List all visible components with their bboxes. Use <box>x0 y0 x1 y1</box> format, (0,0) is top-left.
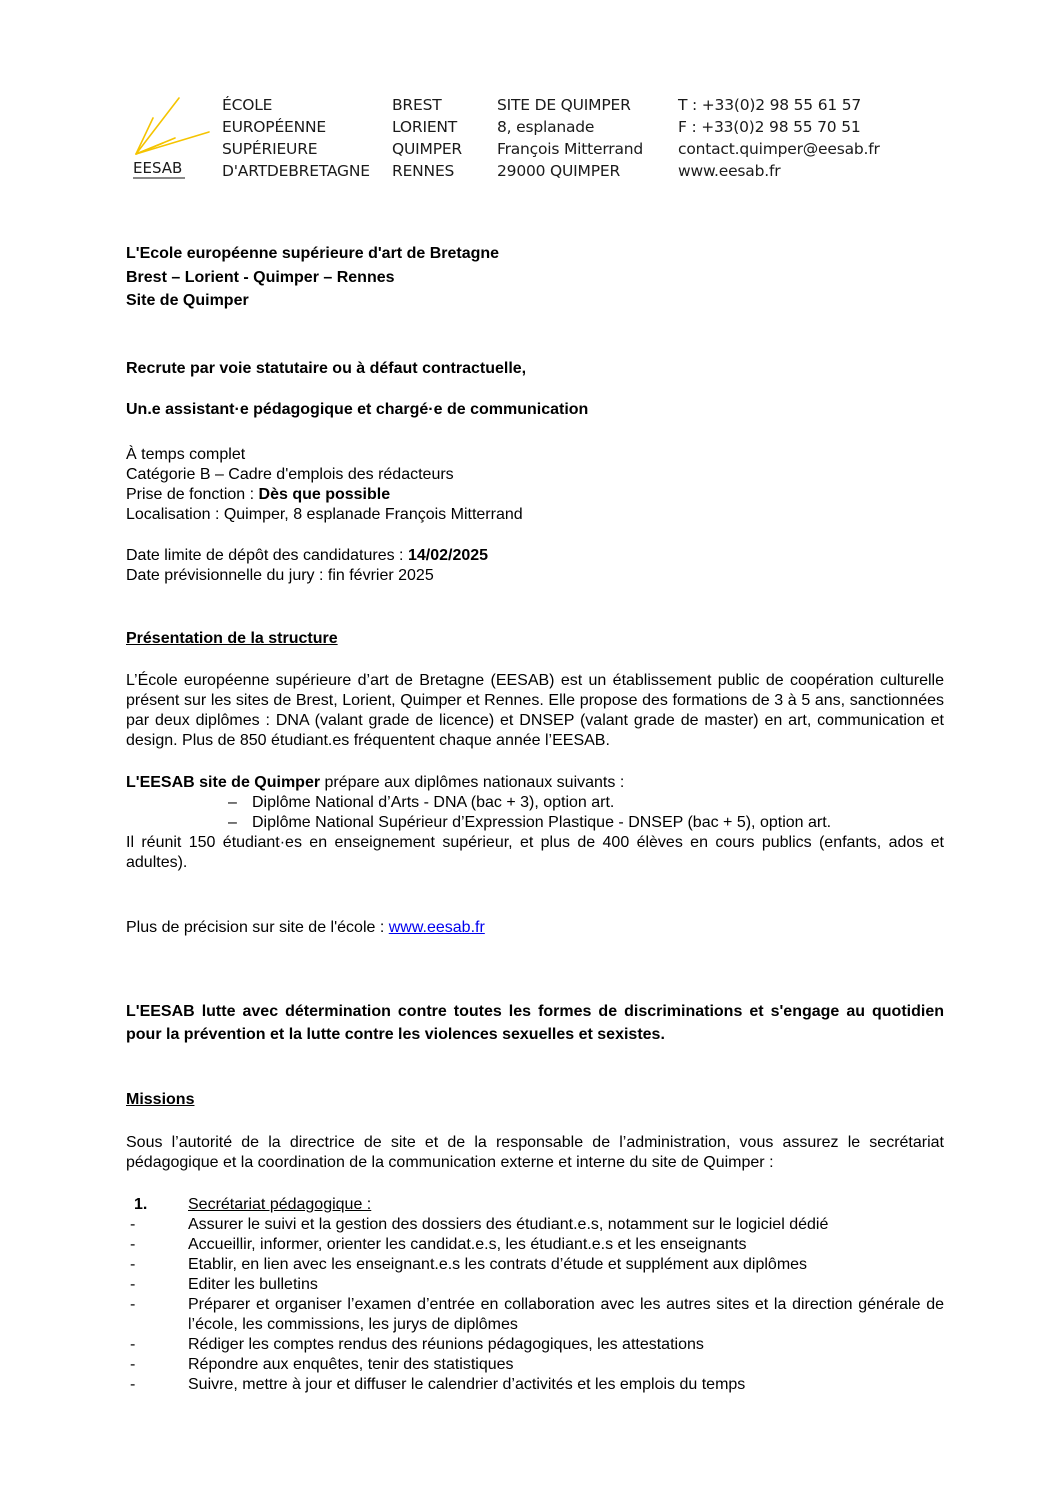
website-link[interactable]: www.eesab.fr <box>388 919 485 936</box>
section-number: 1. <box>134 1196 148 1213</box>
dash-bullet: - <box>130 1356 136 1373</box>
quimper-site-text: prépare aux diplômes nationaux suivants : <box>320 774 625 791</box>
dash-bullet: - <box>130 1296 136 1313</box>
employer-site: Site de Quimper <box>126 292 249 309</box>
address-line: 29000 QUIMPER <box>497 162 621 180</box>
website: www.eesab.fr <box>678 162 781 180</box>
address-line: 8, esplanade <box>497 118 595 136</box>
address-line: François Mitterrand <box>497 140 644 158</box>
mission-text: Assurer le suivi et la gestion des dossiers des étudiant.e.s, notamment sur le logiciel dédié <box>188 1216 829 1233</box>
missions-section <box>126 1195 944 1395</box>
deadline <box>126 546 944 566</box>
dash-bullet: – <box>228 814 237 831</box>
section-title <box>126 1195 944 1215</box>
mission-item <box>126 1255 944 1275</box>
presentation-paragraph: L’École européenne supérieure d’art de Bretagne (EESAB) est un établissement public de coopération culturelle présent sur les sites de Brest, Lorient, Quimper et Rennes. Elle propose des formations de 3 à 5 ans, sanctionnées par deux diplômes : DNA (valant grade de licence) et DNSEP (valant grade de master) en art, communication et design. Plus de 850 étudiant.es fréquentent chaque année l’EESAB. <box>126 672 944 749</box>
mission-item <box>126 1275 944 1295</box>
school-name-block <box>222 94 370 182</box>
deadline-value: 14/02/2025 <box>407 547 489 564</box>
quimper-site-intro <box>126 773 944 793</box>
city: BREST <box>392 96 442 114</box>
diploma-list <box>126 793 944 833</box>
dash-bullet: – <box>228 794 237 811</box>
start-label: Prise de fonction : <box>126 486 259 503</box>
jury-date: Date prévisionnelle du jury : fin février 2025 <box>126 567 434 584</box>
mission-text: Suivre, mettre à jour et diffuser le calendrier d’activités et les emplois du temps <box>188 1376 746 1393</box>
students-count: Il réunit 150 étudiant·es en enseignement supérieur, et plus de 400 élèves en cours publics (enfants, ados et adultes). <box>126 834 944 871</box>
dash-bullet: - <box>130 1336 136 1353</box>
mission-item <box>126 1375 944 1395</box>
address-line: SITE DE QUIMPER <box>497 96 631 114</box>
more-info-label: Plus de précision sur site de l'école : <box>126 919 389 936</box>
more-info <box>126 918 944 938</box>
missions-heading: Missions <box>126 1091 195 1108</box>
school-name-line: D'ARTDEBRETAGNE <box>222 162 370 180</box>
diploma-text: Diplôme National Supérieur d’Expression Plastique - DNSEP (bac + 5), option art. <box>252 814 832 831</box>
mission-text: Préparer et organiser l’examen d’entrée en collaboration avec les autres sites et la direction générale de l’école, les commissions, les jurys de diplômes <box>188 1296 944 1333</box>
cities-block <box>392 94 462 182</box>
dates <box>126 546 944 586</box>
section-title-text: Secrétariat pédagogique : <box>188 1196 372 1213</box>
diploma-item <box>126 813 944 833</box>
employer-block <box>126 242 944 313</box>
dash-bullet: - <box>130 1376 136 1393</box>
address-block <box>497 94 643 182</box>
mission-item <box>126 1235 944 1255</box>
mission-item <box>126 1215 944 1235</box>
recruitment-intro: Recrute par voie statutaire ou à défaut contractuelle, <box>126 360 527 377</box>
logo-rays-icon <box>133 96 213 182</box>
mission-text: Rédiger les comptes rendus des réunions pédagogiques, les attestations <box>188 1336 704 1353</box>
work-time: À temps complet <box>126 446 246 463</box>
mission-item <box>126 1355 944 1375</box>
city: QUIMPER <box>392 140 462 158</box>
employer-name: L'Ecole européenne supérieure d'art de Bretagne <box>126 245 500 262</box>
phone: T : +33(0)2 98 55 61 57 <box>678 96 862 114</box>
fax: F : +33(0)2 98 55 70 51 <box>678 118 861 136</box>
category: Catégorie B – Cadre d'emplois des rédacteurs <box>126 466 454 483</box>
school-name-line: SUPÉRIEURE <box>222 140 318 158</box>
mission-text: Accueillir, informer, orienter les candidat.e.s, les étudiant.e.s et les enseignants <box>188 1236 747 1253</box>
deadline-label: Date limite de dépôt des candidatures : <box>126 547 408 564</box>
quimper-site-block <box>126 773 944 873</box>
dash-bullet: - <box>130 1276 136 1293</box>
commitment-statement: L'EESAB lutte avec détermination contre toutes les formes de discriminations et s'engage au quotidien pour la prévention et la lutte contre les violences sexuelles et sexistes. <box>126 1003 944 1043</box>
dash-bullet: - <box>130 1216 136 1233</box>
start-value: Dès que possible <box>258 486 391 503</box>
start-date <box>126 485 944 505</box>
contact-block <box>678 94 880 182</box>
missions-list <box>126 1215 944 1395</box>
dash-bullet: - <box>130 1236 136 1253</box>
email: contact.quimper@eesab.fr <box>678 140 880 158</box>
eesab-logo <box>133 96 213 182</box>
city: RENNES <box>392 162 455 180</box>
mission-text: Répondre aux enquêtes, tenir des statistiques <box>188 1356 514 1373</box>
mission-text: Editer les bulletins <box>188 1276 318 1293</box>
missions-intro: Sous l’autorité de la directrice de site et de la responsable de l’administration, vous assurez le secrétariat pédagogique et la coordination de la communication externe et interne du site de Quimper : <box>126 1134 944 1171</box>
job-details <box>126 445 944 525</box>
city: LORIENT <box>392 118 458 136</box>
employer-sites: Brest – Lorient - Quimper – Rennes <box>126 268 395 286</box>
position-title: Un.e assistant·e pédagogique et chargé·e de communication <box>126 401 589 418</box>
school-name-line: ÉCOLE <box>222 96 273 114</box>
presentation-heading: Présentation de la structure <box>126 630 338 647</box>
quimper-site-bold: L'EESAB site de Quimper <box>126 774 321 791</box>
school-name-line: EUROPÉENNE <box>222 118 327 136</box>
dash-bullet: - <box>130 1256 136 1273</box>
diploma-item <box>126 793 944 813</box>
mission-item <box>126 1295 944 1335</box>
diploma-text: Diplôme National d’Arts - DNA (bac + 3), option art. <box>252 794 615 811</box>
mission-item <box>126 1335 944 1355</box>
mission-text: Etablir, en lien avec les enseignant.e.s les contrats d’étude et supplément aux diplômes <box>188 1256 808 1273</box>
location: Localisation : Quimper, 8 esplanade François Mitterrand <box>126 506 523 523</box>
logo-text: EESAB <box>133 159 183 177</box>
